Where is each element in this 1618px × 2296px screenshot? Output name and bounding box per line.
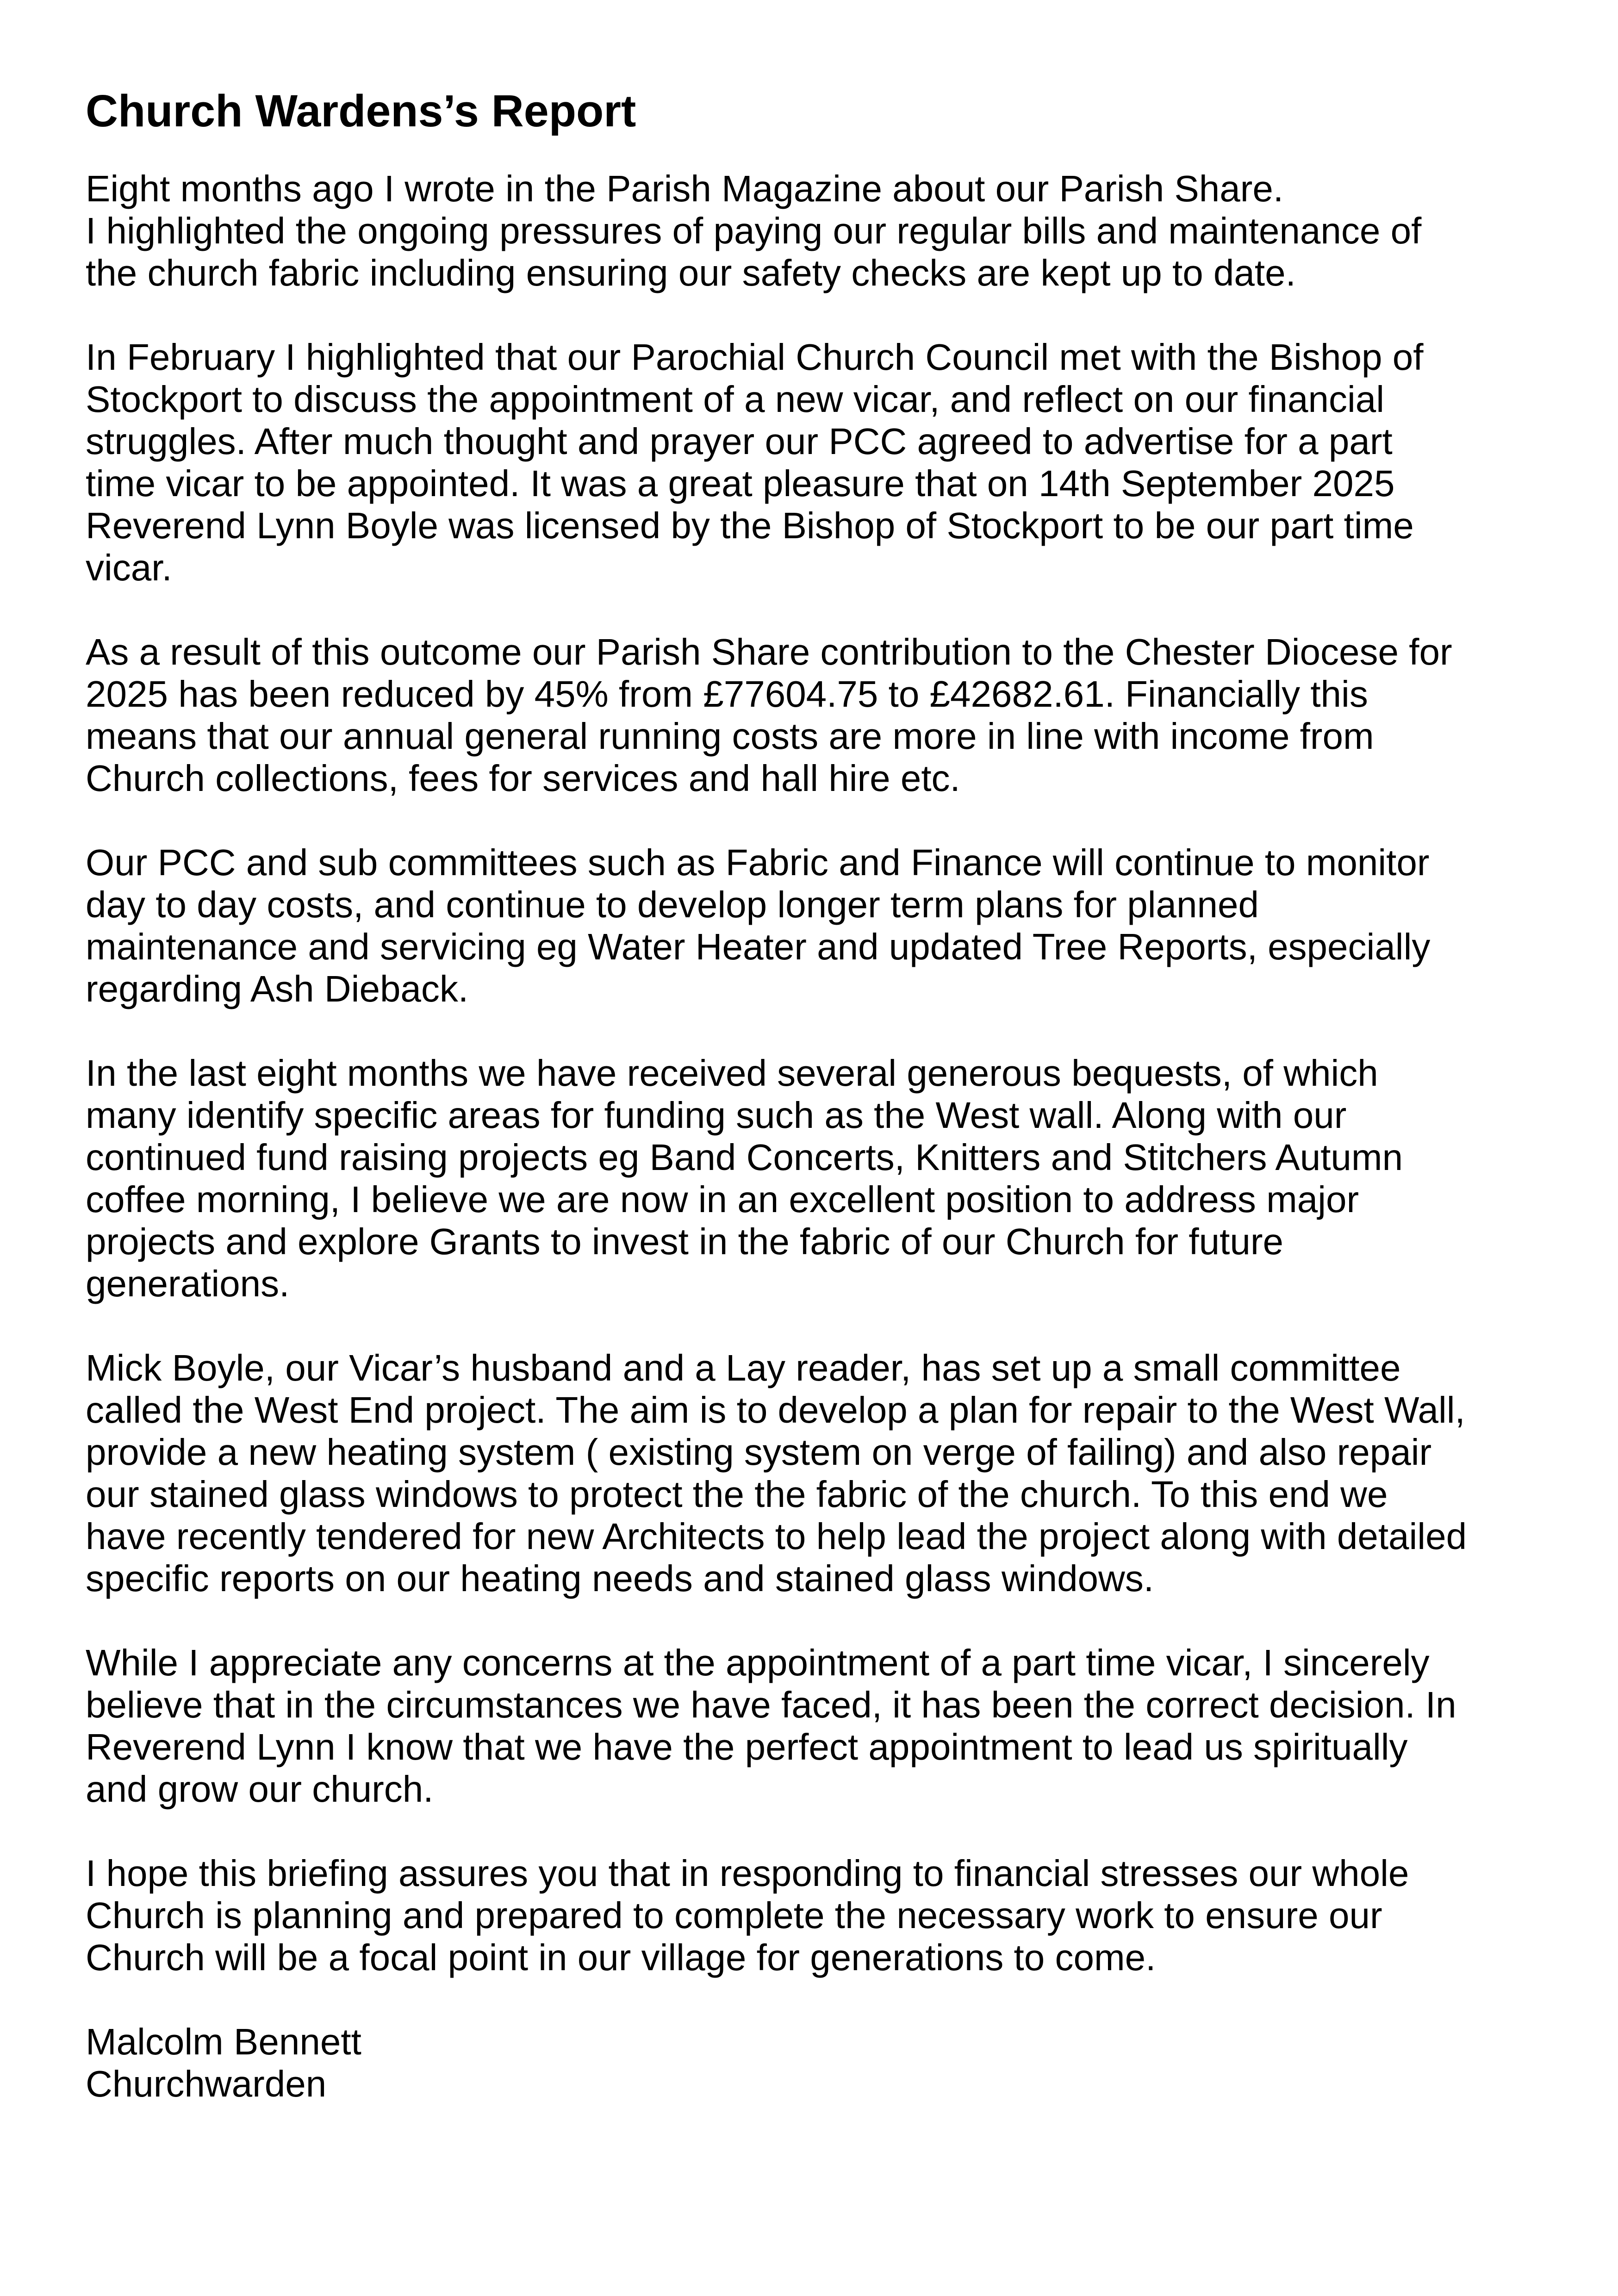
paragraph-line: many identify specific areas for funding such as the West wall. Along with our <box>86 1095 1347 1136</box>
paragraph-line: I highlighted the ongoing pressures of paying our regular bills and maintenance of <box>86 210 1422 251</box>
paragraph <box>86 631 1567 799</box>
paragraph-line: While I appreciate any concerns at the appointment of a part time vicar, I sincerely <box>86 1642 1430 1683</box>
document-page <box>86 79 1567 2105</box>
paragraph <box>86 168 1567 294</box>
paragraph-line: called the West End project. The aim is to develop a plan for repair to the West Wall, <box>86 1389 1465 1431</box>
paragraph-line: regarding Ash Dieback. <box>86 968 469 1009</box>
paragraph-line: believe that in the circumstances we have faced, it has been the correct decision. In <box>86 1684 1456 1725</box>
paragraph-line: specific reports on our heating needs and stained glass windows. <box>86 1558 1154 1599</box>
signature-role: Churchwarden <box>86 2063 327 2104</box>
paragraph-line: In February I highlighted that our Parochial Church Council met with the Bishop of <box>86 336 1424 378</box>
paragraph-line: the church fabric including ensuring our safety checks are kept up to date. <box>86 252 1296 293</box>
signature-block <box>86 2021 1567 2105</box>
paragraph <box>86 336 1567 589</box>
paragraph <box>86 1052 1567 1305</box>
paragraph-line: provide a new heating system ( existing system on verge of failing) and also repair <box>86 1431 1432 1473</box>
paragraph-line: maintenance and servicing eg Water Heater and updated Tree Reports, especially <box>86 926 1431 967</box>
paragraph-line: struggles. After much thought and prayer our PCC agreed to advertise for a part <box>86 421 1393 462</box>
paragraph <box>86 841 1567 1010</box>
paragraph-line: Stockport to discuss the appointment of a new vicar, and reflect on our financial <box>86 379 1385 420</box>
paragraph-line: Church collections, fees for services and hall hire etc. <box>86 758 960 799</box>
signature-name: Malcolm Bennett <box>86 2021 361 2062</box>
paragraph-line: In the last eight months we have received several generous bequests, of which <box>86 1052 1378 1094</box>
document-title: Church Wardens’s Report <box>86 86 636 136</box>
paragraph-line: our stained glass windows to protect the the fabric of the church. To this end we <box>86 1474 1388 1515</box>
paragraph-line: Eight months ago I wrote in the Parish Magazine about our Parish Share. <box>86 168 1284 209</box>
paragraph-line: 2025 has been reduced by 45% from £77604.75 to £42682.61. Financially this <box>86 673 1368 715</box>
paragraph-line: continued fund raising projects eg Band Concerts, Knitters and Stitchers Autumn <box>86 1137 1403 1178</box>
paragraph-line: Church will be a focal point in our village for generations to come. <box>86 1937 1156 1978</box>
paragraph-line: time vicar to be appointed. It was a great pleasure that on 14th September 2025 <box>86 463 1395 504</box>
paragraph-line: and grow our church. <box>86 1768 434 1810</box>
paragraph-line: projects and explore Grants to invest in the fabric of our Church for future <box>86 1221 1283 1262</box>
paragraph-line: Church is planning and prepared to complete the necessary work to ensure our <box>86 1895 1382 1936</box>
paragraph-line: Reverend Lynn I know that we have the perfect appointment to lead us spiritually <box>86 1726 1408 1767</box>
paragraph-line: have recently tendered for new Architects to help lead the project along with detailed <box>86 1516 1467 1557</box>
paragraph-line: Mick Boyle, our Vicar’s husband and a Lay reader, has set up a small committee <box>86 1347 1401 1388</box>
paragraph-line: coffee morning, I believe we are now in an excellent position to address major <box>86 1179 1359 1220</box>
body-paragraphs <box>86 168 1567 1979</box>
paragraph-line: As a result of this outcome our Parish Share contribution to the Chester Diocese for <box>86 631 1452 672</box>
paragraph-line: I hope this briefing assures you that in responding to financial stresses our whole <box>86 1853 1409 1894</box>
paragraph <box>86 1642 1567 1810</box>
paragraph-line: Reverend Lynn Boyle was licensed by the Bishop of Stockport to be our part time <box>86 505 1414 546</box>
paragraph-line: means that our annual general running costs are more in line with income from <box>86 716 1374 757</box>
paragraph-line: day to day costs, and continue to develop longer term plans for planned <box>86 884 1259 925</box>
paragraph-line: vicar. <box>86 547 172 588</box>
paragraph <box>86 1347 1567 1599</box>
paragraph-line: generations. <box>86 1263 290 1304</box>
paragraph-line: Our PCC and sub committees such as Fabric and Finance will continue to monitor <box>86 842 1430 883</box>
paragraph <box>86 1852 1567 1979</box>
